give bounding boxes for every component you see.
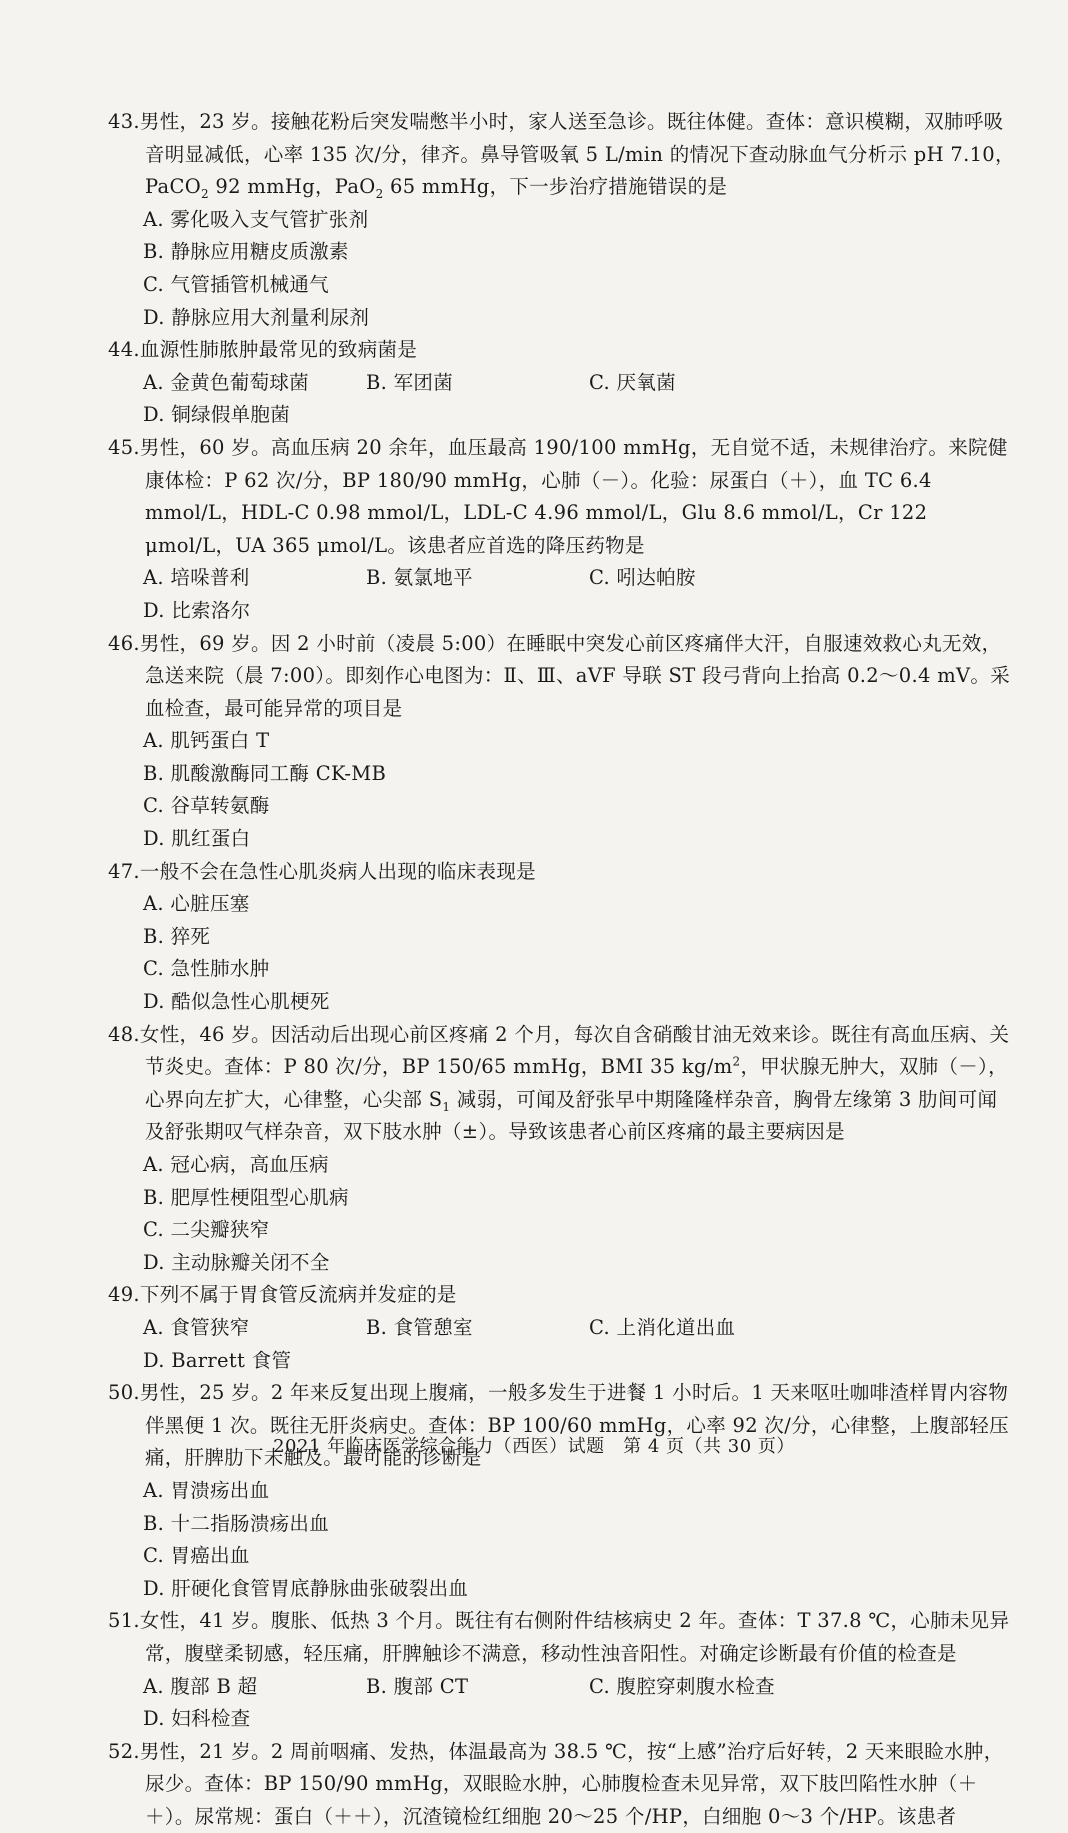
option-d: D. 肌红蛋白 [143, 827, 251, 851]
question-stem: 46.男性，69 岁。因 2 小时前（凌晨 5:00）在睡眠中突发心前区疼痛伴大汗，自服速效救心丸无效，急送来院（晨 7:00）。即刻作心电图为：Ⅱ、Ⅲ、aVF 导联 ST 段弓背向上抬高 0.2～0.4 mV。采血检查，最可能异常的项目是 [108, 631, 1010, 720]
option-a: A. 食管狭窄 [143, 1315, 250, 1339]
option-b: B. 肌酸激酶同工酶 CK-MB [143, 761, 387, 785]
question-51 [108, 1605, 1016, 1735]
option-c: C. 厌氧菌 [589, 370, 676, 394]
question-49 [108, 1279, 1016, 1377]
question-44 [108, 334, 1016, 432]
option-c: C. 二尖瓣狭窄 [143, 1218, 270, 1242]
question-stem: 48.女性，46 岁。因活动后出现心前区疼痛 2 个月，每次自含硝酸甘油无效来诊。既往有高血压病、关节炎史。查体：P 80 次/分，BP 150/65 mmHg，BMI 35 $kg/m^2$，甲状腺无肿大，双肺（－），心界向左扩大，心律整，心尖部 $S_1$ 减弱，可闻及舒张早中期隆隆样杂音，胸骨左缘第 3 肋间可闻及舒张期叹气样杂音，双下肢水肿（±）。导致该患者心前区疼痛的最主要病因是 [108, 1022, 1010, 1144]
option-b: B. 十二指肠溃疡出血 [143, 1511, 330, 1535]
question-45 [108, 432, 1016, 628]
options [108, 725, 1016, 855]
question-stem: 49.下列不属于胃食管反流病并发症的是 [108, 1283, 457, 1307]
option-c: C. 谷草转氨酶 [143, 794, 270, 818]
option-b: B. 氨氯地平 [366, 566, 473, 590]
option-d: D. 肝硬化食管胃底静脉曲张破裂出血 [143, 1576, 469, 1600]
option-c: C. 吲达帕胺 [589, 566, 696, 590]
option-d: D. 静脉应用大剂量利尿剂 [143, 305, 370, 329]
option-a: A. 培哚普利 [143, 566, 250, 590]
option-d: D. Barrett 食管 [143, 1348, 292, 1372]
page-footer: 2021 年临床医学综合能力（西医）试题 第 4 页（共 30 页） [273, 1436, 795, 1457]
option-b: B. 猝死 [143, 924, 211, 948]
question-stem: 45.男性，60 岁。高血压病 20 余年，血压最高 190/100 mmHg，无自觉不适，未规律治疗。来院健康体检：P 62 次/分，BP 180/90 mmHg，心肺（－）。化验：尿蛋白（＋），血 TC 6.4 mmol/L，HDL-C 0.98 mmol/L，LDL-C 4.96 mmol/L，Glu 8.6 mmol/L，Cr 122 μmol/L，UA 365 μmol/L。该患者应首选的降压药物是 [108, 435, 1008, 557]
question-stem: 43.男性，23 岁。接触花粉后突发喘憋半小时，家人送至急诊。既往体健。查体：意识模糊，双肺呼吸音明显减低，心率 135 次/分，律齐。鼻导管吸氧 5 L/min 的情况下查动脉血气分析示 pH 7.10，PaCO$_2$ 92 mmHg，PaO$_2$ 65 mmHg，下一步治疗措施错误的是 [108, 110, 1015, 202]
option-b: B. 食管憩室 [366, 1315, 473, 1339]
question-52 [108, 1736, 1016, 1833]
options [108, 1149, 1016, 1279]
option-d: D. 主动脉瓣关闭不全 [143, 1250, 330, 1274]
option-c: C. 胃癌出血 [143, 1544, 250, 1568]
question-stem: 44.血源性肺脓肿最常见的致病菌是 [108, 338, 418, 362]
option-c: C. 急性肺水肿 [143, 957, 270, 981]
options [108, 1312, 1016, 1377]
option-b: B. 腹部 CT [366, 1674, 469, 1698]
question-46 [108, 628, 1016, 856]
options [108, 562, 1016, 627]
option-c: C. 上消化道出血 [589, 1315, 736, 1339]
option-a: A. 胃溃疡出血 [143, 1478, 270, 1502]
question-stem: 51.女性，41 岁。腹胀、低热 3 个月。既往有右侧附件结核病史 2 年。查体：T 37.8 ℃，心肺未见异常，腹壁柔韧感，轻压痛，肝脾触诊不满意，移动性浊音阳性。对确定诊断最有价值的检查是 [108, 1609, 1010, 1665]
options [108, 1671, 1016, 1736]
question-stem: 47.一般不会在急性心肌炎病人出现的临床表现是 [108, 859, 536, 883]
options [108, 888, 1016, 1018]
options [108, 367, 1016, 432]
option-a: A. 冠心病，高血压病 [143, 1153, 329, 1176]
options [108, 204, 1016, 334]
option-d: D. 比索洛尔 [143, 598, 251, 622]
option-a: A. 心脏压塞 [143, 892, 250, 916]
option-a: A. 金黄色葡萄球菌 [143, 370, 309, 394]
options [108, 1475, 1016, 1605]
option-d: D. 妇科检查 [143, 1707, 251, 1731]
option-a: A. 雾化吸入支气管扩张剂 [143, 207, 369, 231]
option-b: B. 军团菌 [366, 370, 454, 394]
option-a: A. 肌钙蛋白 T [143, 729, 270, 753]
option-c: C. 气管插管机械通气 [143, 272, 329, 296]
option-d: D. 铜绿假单胞菌 [143, 403, 291, 427]
option-b: B. 肥厚性梗阻型心肌病 [143, 1185, 349, 1209]
question-48 [108, 1019, 1016, 1280]
option-d: D. 酷似急性心肌梗死 [143, 990, 330, 1014]
option-b: B. 静脉应用糖皮质激素 [143, 240, 349, 264]
question-47 [108, 856, 1016, 1019]
option-a: A. 腹部 B 超 [143, 1674, 258, 1698]
question-list [108, 106, 1016, 1833]
question-stem: 50.男性，25 岁。2 年来反复出现上腹痛，一般多发生于进餐 1 小时后。1 天来呕吐咖啡渣样胃内容物伴黑便 1 次。既往无肝炎病史。查体：BP 100/60 mmHg，心率 92 次/分，心律整，上腹部轻压痛，肝脾肋下未触及。最可能的诊断是 [108, 1381, 1009, 1470]
question-43 [108, 106, 1016, 334]
question-50 [108, 1377, 1016, 1605]
option-c: C. 腹腔穿刺腹水检查 [589, 1674, 775, 1698]
question-stem: 52.男性，21 岁。2 周前咽痛、发热，体温最高为 38.5 ℃，按“上感”治疗后好转，2 天来眼睑水肿，尿少。查体：BP 150/90 mmHg，双眼睑水肿，心肺腹检查未见异常，双下肢凹陷性水肿（＋＋）。尿常规：蛋白（＋＋），沉渣镜检红细胞 20～25 个/HP，白细胞 0～3 个/HP。该患者 [108, 1739, 1004, 1828]
